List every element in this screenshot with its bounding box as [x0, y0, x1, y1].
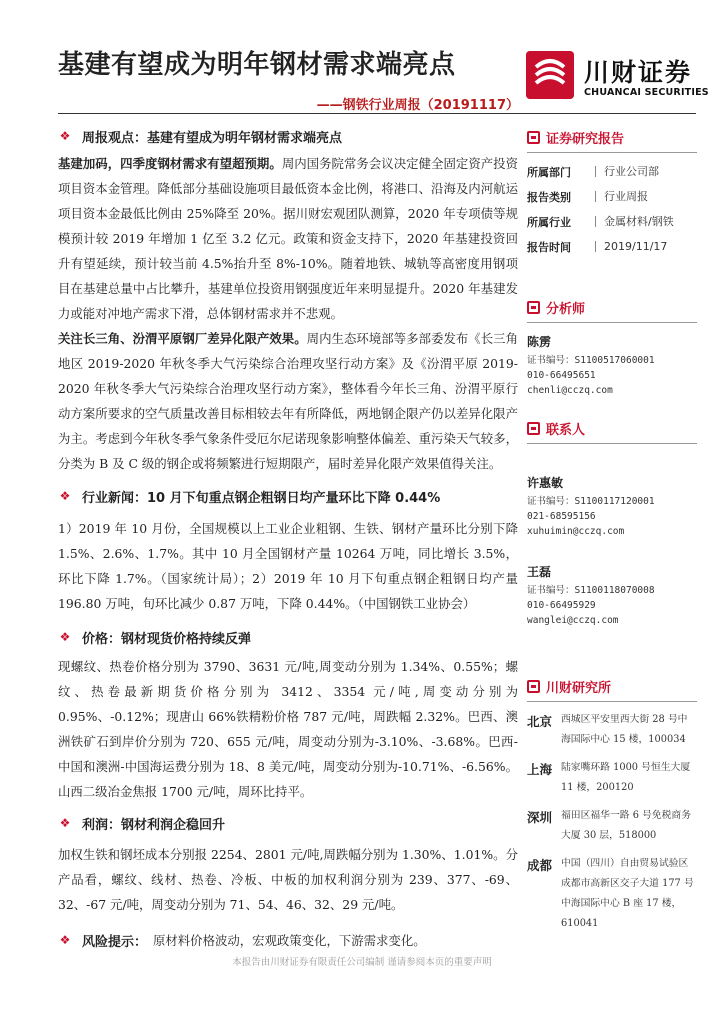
office-city: 北京 [527, 714, 553, 729]
section-heading-text: 风险提示： [82, 934, 148, 950]
section-marker-icon [527, 131, 540, 144]
paragraph-body: 周内国务院常务会议决定健全固定资产投资项目资本金管理。降低部分基础设施项目最低资本金比例，将港口、沿海及内河航运项目资本金最低比例由 25%降至 20%。据川财宏观团队测算，2020 年专项债等规模预计较 2019 年增加 1 亿至 3.2 亿元。政策和资金支持下，2020 年基建投资回升有望延续，预计较当前 4.5%抬升至 8%-10%。随着地铁、城轨等高密度用钢项目在基建总量中占比攀升，基建单位投资用钢强度近年来明显提升。2020 年基建发力或能对冲地产需求下滑，总体钢材需求并不悲观。 [58, 156, 519, 321]
person-email[interactable]: chenli@cczq.com [527, 385, 613, 396]
info-value: 2019/11/17 [595, 241, 667, 252]
office-item [527, 854, 697, 934]
logo-text-cn: 川财证券 [584, 58, 693, 87]
office-city: 成都 [527, 858, 553, 873]
page-title: 基建有望成为明年钢材需求端亮点 [58, 50, 456, 80]
section-heading [58, 485, 518, 507]
person-email[interactable]: xuhuimin@cczq.com [527, 526, 625, 537]
contact-card [527, 474, 697, 539]
paragraph [58, 151, 518, 326]
info-value: 行业公司部 [595, 166, 659, 177]
diamond-bullet-icon: ❖ [59, 129, 71, 143]
diamond-bullet-icon: ❖ [59, 630, 71, 644]
office-address: 中国（四川）自由贸易试验区成都市高新区交子大道 177 号中海国际中心 B 座 17 楼，610041 [561, 858, 694, 929]
paragraph [58, 842, 518, 917]
divider [527, 152, 697, 153]
sidebar-heading-report [527, 125, 697, 149]
sidebar [527, 125, 697, 934]
info-key: 所属行业 [527, 215, 571, 229]
paragraph [58, 326, 518, 476]
paragraph-body: 加权生铁和钢坯成本分别报 2254、2801 元/吨,周跌幅分别为 1.30%、1.01%。分产品看，螺纹、线材、热卷、冷板、中板的加权利润分别为 239、377、-69、32、-67 元/吨，周变动分别为 71、54、46、32、29 元/吨。 [58, 847, 518, 912]
section-heading [58, 929, 518, 951]
logo-mark-icon [526, 51, 574, 99]
info-row [527, 234, 697, 259]
diamond-bullet-icon: ❖ [59, 933, 71, 947]
main-column [58, 125, 518, 951]
section-marker-icon [527, 422, 540, 435]
paragraph [58, 654, 518, 804]
person-cert: 证书编号：S1100118070008 [527, 585, 655, 596]
sidebar-heading-text: 联系人 [546, 422, 586, 438]
info-key: 所属部门 [527, 165, 571, 179]
info-row [527, 159, 697, 184]
paragraph-lead: 关注长三角、汾渭平原钢厂差异化限产效果。 [58, 331, 307, 346]
office-city: 上海 [527, 762, 553, 777]
diamond-bullet-icon: ❖ [59, 489, 71, 503]
info-key: 报告时间 [527, 240, 571, 254]
info-row [527, 209, 697, 234]
section-heading [58, 812, 518, 834]
office-item [527, 806, 697, 846]
section-heading [58, 626, 518, 648]
person-cert: 证书编号：S1100117120001 [527, 496, 655, 507]
company-logo [526, 51, 709, 103]
office-city: 深圳 [527, 810, 553, 825]
logo-text-en: CHUANCAI SECURITIES [584, 87, 709, 98]
info-value: 金属材料/钢铁 [595, 216, 674, 227]
section-marker-icon [527, 301, 540, 314]
contact-card [527, 563, 697, 628]
divider [527, 443, 697, 444]
sidebar-heading-analyst [527, 295, 697, 319]
sidebar-heading-contact [527, 416, 697, 440]
analyst-card [527, 333, 697, 398]
paragraph [58, 516, 518, 616]
person-phone: 021-68595156 [527, 511, 596, 522]
section-marker-icon [527, 680, 540, 693]
sidebar-heading-text: 川财研究所 [546, 680, 612, 696]
person-email[interactable]: wanglei@cczq.com [527, 615, 619, 626]
sidebar-heading-text: 证券研究报告 [546, 131, 625, 147]
header-divider [58, 113, 696, 114]
paragraph-lead: 基建加码，四季度钢材需求有望超预期。 [58, 156, 282, 171]
person-name: 陈雳 [527, 335, 552, 349]
office-address: 福田区福华一路 6 号免税商务大厦 30 层，518000 [561, 810, 692, 841]
section-heading-text: 行业新闻：10 月下旬重点钢企粗钢日均产量环比下降 0.44% [82, 490, 441, 506]
page-subtitle: ——钢铁行业周报（20191117） [316, 98, 519, 113]
info-key: 报告类别 [527, 190, 571, 204]
person-phone: 010-66495929 [527, 600, 596, 611]
paragraph-body: 现螺纹、热卷价格分别为 3790、3631 元/吨,周变动分别为 1.34%、0.55%；螺纹、热卷最新期货价格分别为 3412、3354 元/吨,周变动分别为 0.95%、-0.12%；现唐山 66%铁精粉价格 787 元/吨，周跌幅 2.32%。巴西、澳洲铁矿石到岸价分别为 720、655 元/吨，周变动分别为-3.10%、-3.68%。巴西-中国和澳洲-中国海运费分别为 18、8 美元/吨，周变动分别为-10.71%、-6.56%。山西二级冶金焦报 1700 元/吨，周环比持平。 [58, 659, 518, 799]
office-address: 西城区平安里西大街 28 号中海国际中心 15 楼，100034 [561, 714, 688, 745]
sidebar-heading-institute [527, 674, 697, 698]
section-heading-text: 周报观点：基建有望成为明年钢材需求端亮点 [82, 130, 343, 146]
info-row [527, 184, 697, 209]
divider [527, 701, 697, 702]
person-cert: 证书编号：S1100517060001 [527, 355, 655, 366]
info-value: 行业周报 [595, 191, 648, 202]
office-item [527, 710, 697, 750]
section-heading [58, 125, 518, 147]
risk-text: 原材料价格波动，宏观政策变化，下游需求变化。 [153, 933, 426, 948]
person-phone: 010-66495651 [527, 370, 596, 381]
page-footer: 本报告由川财证券有限责任公司编制 谨请参阅本页的重要声明 [232, 957, 492, 968]
section-heading-text: 价格：钢材现货价格持续反弹 [82, 631, 252, 647]
paragraph-body: 周内生态环境部等多部委发布《长三角地区 2019-2020 年秋冬季大气污染综合治理攻坚行动方案》及《汾渭平原 2019-2020 年秋冬季大气污染综合治理攻坚行动方案》，整体看今年长三角、汾渭平原行动方案所要求的空气质量改善目标相较去年有所降低，两地钢企限产仍以差异化限产为主。考虑到今年秋冬季气象条件受厄尔尼诺现象影响整体偏差、重污染天气较多，分类为 B 及 C 级的钢企或将频繁进行短期限产，届时差异化限产效果值得关注。 [58, 331, 518, 471]
sidebar-heading-text: 分析师 [546, 301, 586, 317]
office-item [527, 758, 697, 798]
person-name: 王磊 [527, 565, 552, 579]
diamond-bullet-icon: ❖ [59, 816, 71, 830]
person-name: 许惠敏 [527, 476, 564, 490]
divider [527, 322, 697, 323]
section-heading-text: 利润：钢材利润企稳回升 [82, 817, 226, 833]
paragraph-body: 1）2019 年 10 月份，全国规模以上工业企业粗钢、生铁、钢材产量环比分别下降 1.5%、2.6%、1.7%。其中 10 月全国钢材产量 10264 万吨，同比增长 3.5%，环比下降 1.7%。（国家统计局）；2）2019 年 10 月下旬重点钢企粗钢日均产量 196.80 万吨，旬环比减少 0.87 万吨，下降 0.44%。（中国钢铁工业协会） [58, 521, 518, 611]
office-address: 陆家嘴环路 1000 号恒生大厦 11 楼，200120 [561, 762, 691, 793]
